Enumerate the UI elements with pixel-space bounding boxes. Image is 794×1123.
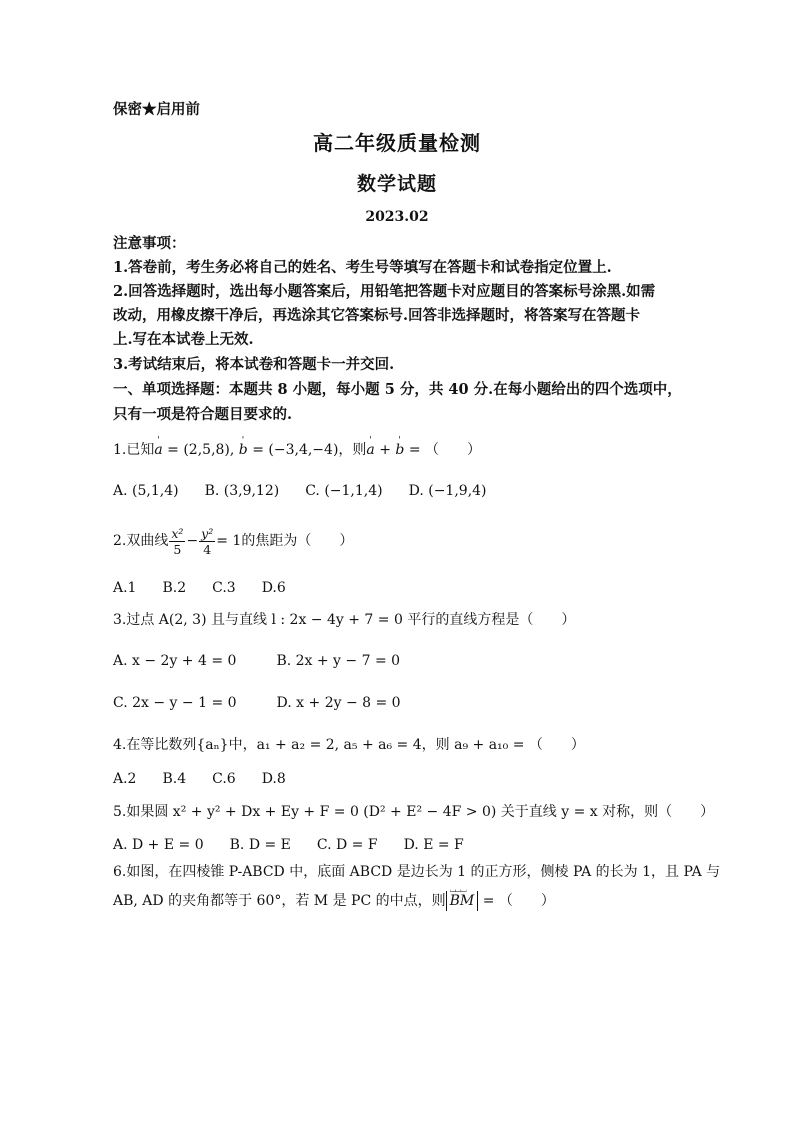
sum-vector-b: ' b (395, 440, 404, 460)
q1-tail: = （ ） (404, 442, 482, 458)
q1-b-value: = (−3,4,−4) (247, 442, 339, 458)
q1-plus: + (374, 442, 396, 458)
subject-title: 数学试题 (356, 173, 437, 195)
exam-title: 高二年级质量检测 (313, 131, 481, 155)
q1-mid: ，则 (338, 442, 367, 458)
q1-a-value: = (2,5,8), (162, 442, 239, 458)
q4-option-a: A.2 (113, 771, 137, 787)
confidential-label: 保密★启用前 (113, 101, 200, 118)
question-3-options-row-2 (113, 693, 401, 713)
q2-option-c: C.3 (212, 580, 236, 596)
section-1-line-2: 只有一项是符合题目要求的. (113, 406, 293, 423)
question-5: 5.如果圆 x² + y² + Dx + Ey + F = 0 (D² + E² − 4F > 0) 关于直线 y = x 对称，则（ ） (113, 804, 715, 820)
fraction-y2-over-4: $\frac{\text{y²}}{4}$ (201, 525, 214, 557)
question-3: 3.过点 A(2, 3) 且与直线 l : 2x − 4y + 7 = 0 平行的直线方程是（ ） (113, 612, 576, 628)
question-5-options (113, 835, 464, 855)
vector-a: ' a (154, 440, 162, 460)
q4-option-c: C.6 (212, 771, 236, 787)
q2-prefix: 2.双曲线 (113, 533, 169, 549)
question-4-options (113, 769, 286, 789)
notice-item-1: 1.答卷前，考生务必将自己的姓名、考生号等填写在答题卡和试卷指定位置上. (113, 259, 612, 276)
question-4: 4.在等比数列{aₙ}中，a₁ + a₂ = 2, a₅ + a₆ = 4，则 a₉ + a₁₀ = （ ） (113, 737, 585, 753)
notice-item-2-line-1: 2.回答选择题时，选出每小题答案后，用铅笔把答题卡对应题目的答案标号涂黑.如需 (113, 283, 656, 300)
q4-option-b: B.4 (162, 771, 187, 787)
q1-option-a: A. (5,1,4) (113, 483, 179, 499)
question-1 (113, 440, 481, 460)
q6-line-2-tail: = （ ） (478, 893, 555, 909)
q4-option-d: D.8 (261, 771, 286, 787)
exam-date: 2023.02 (365, 209, 429, 225)
q1-option-b: B. (3,9,12) (204, 483, 280, 499)
question-1-options (113, 481, 487, 501)
vector-bm-magnitude: ⌴⌴⌴ BM (446, 891, 479, 911)
q1-prefix: 1.已知 (113, 442, 155, 458)
q2-tail: 的焦距为（ ） (241, 533, 354, 549)
question-6-line-2 (113, 891, 555, 911)
q2-option-a: A.1 (113, 580, 137, 596)
q2-option-b: B.2 (162, 580, 187, 596)
q2-equals: = 1 (216, 533, 242, 549)
q3-option-c: C. 2x − y − 1 = 0 (113, 695, 237, 711)
question-2 (113, 524, 353, 558)
q5-option-d: D. E = F (403, 837, 464, 853)
q3-option-a: A. x − 2y + 4 = 0 (113, 653, 237, 669)
fraction-x2-over-5: $\frac{\text{x²}}{5}$ (171, 525, 184, 557)
q5-option-b: B. D = E (229, 837, 291, 853)
q3-option-d: D. x + 2y − 8 = 0 (276, 695, 401, 711)
notice-item-3: 3.考试结束后，将本试卷和答题卡一并交回. (113, 356, 395, 373)
section-1-line-1: 一、单项选择题：本题共 8 小题，每小题 5 分，共 40 分.在每小题给出的四个选项中， (113, 381, 682, 398)
question-2-options (113, 578, 286, 598)
q6-line-2-text: AB, AD 的夹角都等于 60°，若 M 是 PC 的中点，则 (113, 893, 446, 909)
q1-option-c: C. (−1,1,4) (305, 483, 383, 499)
notice-heading: 注意事项： (113, 235, 186, 252)
notice-item-2-line-3: 上.写在本试卷上无效. (113, 331, 254, 348)
q2-minus: − (186, 533, 199, 549)
q1-option-d: D. (−1,9,4) (408, 483, 487, 499)
sum-vector-a: ' a (366, 440, 374, 460)
q5-option-c: C. D = F (316, 837, 378, 853)
question-3-options-row-1 (113, 651, 400, 671)
q2-option-d: D.6 (261, 580, 286, 596)
q3-option-b: B. 2x + y − 7 = 0 (276, 653, 401, 669)
notice-item-2-line-2: 改动，用橡皮擦干净后，再选涂其它答案标号.回答非选择题时，将答案写在答题卡 (113, 307, 641, 324)
question-6-line-1: 6.如图，在四棱锥 P-ABCD 中，底面 ABCD 是边长为 1 的正方形，侧棱 PA 的长为 1，且 PA 与 (113, 864, 721, 880)
vector-b: ' b (239, 440, 248, 460)
q5-option-a: A. D + E = 0 (113, 837, 204, 853)
